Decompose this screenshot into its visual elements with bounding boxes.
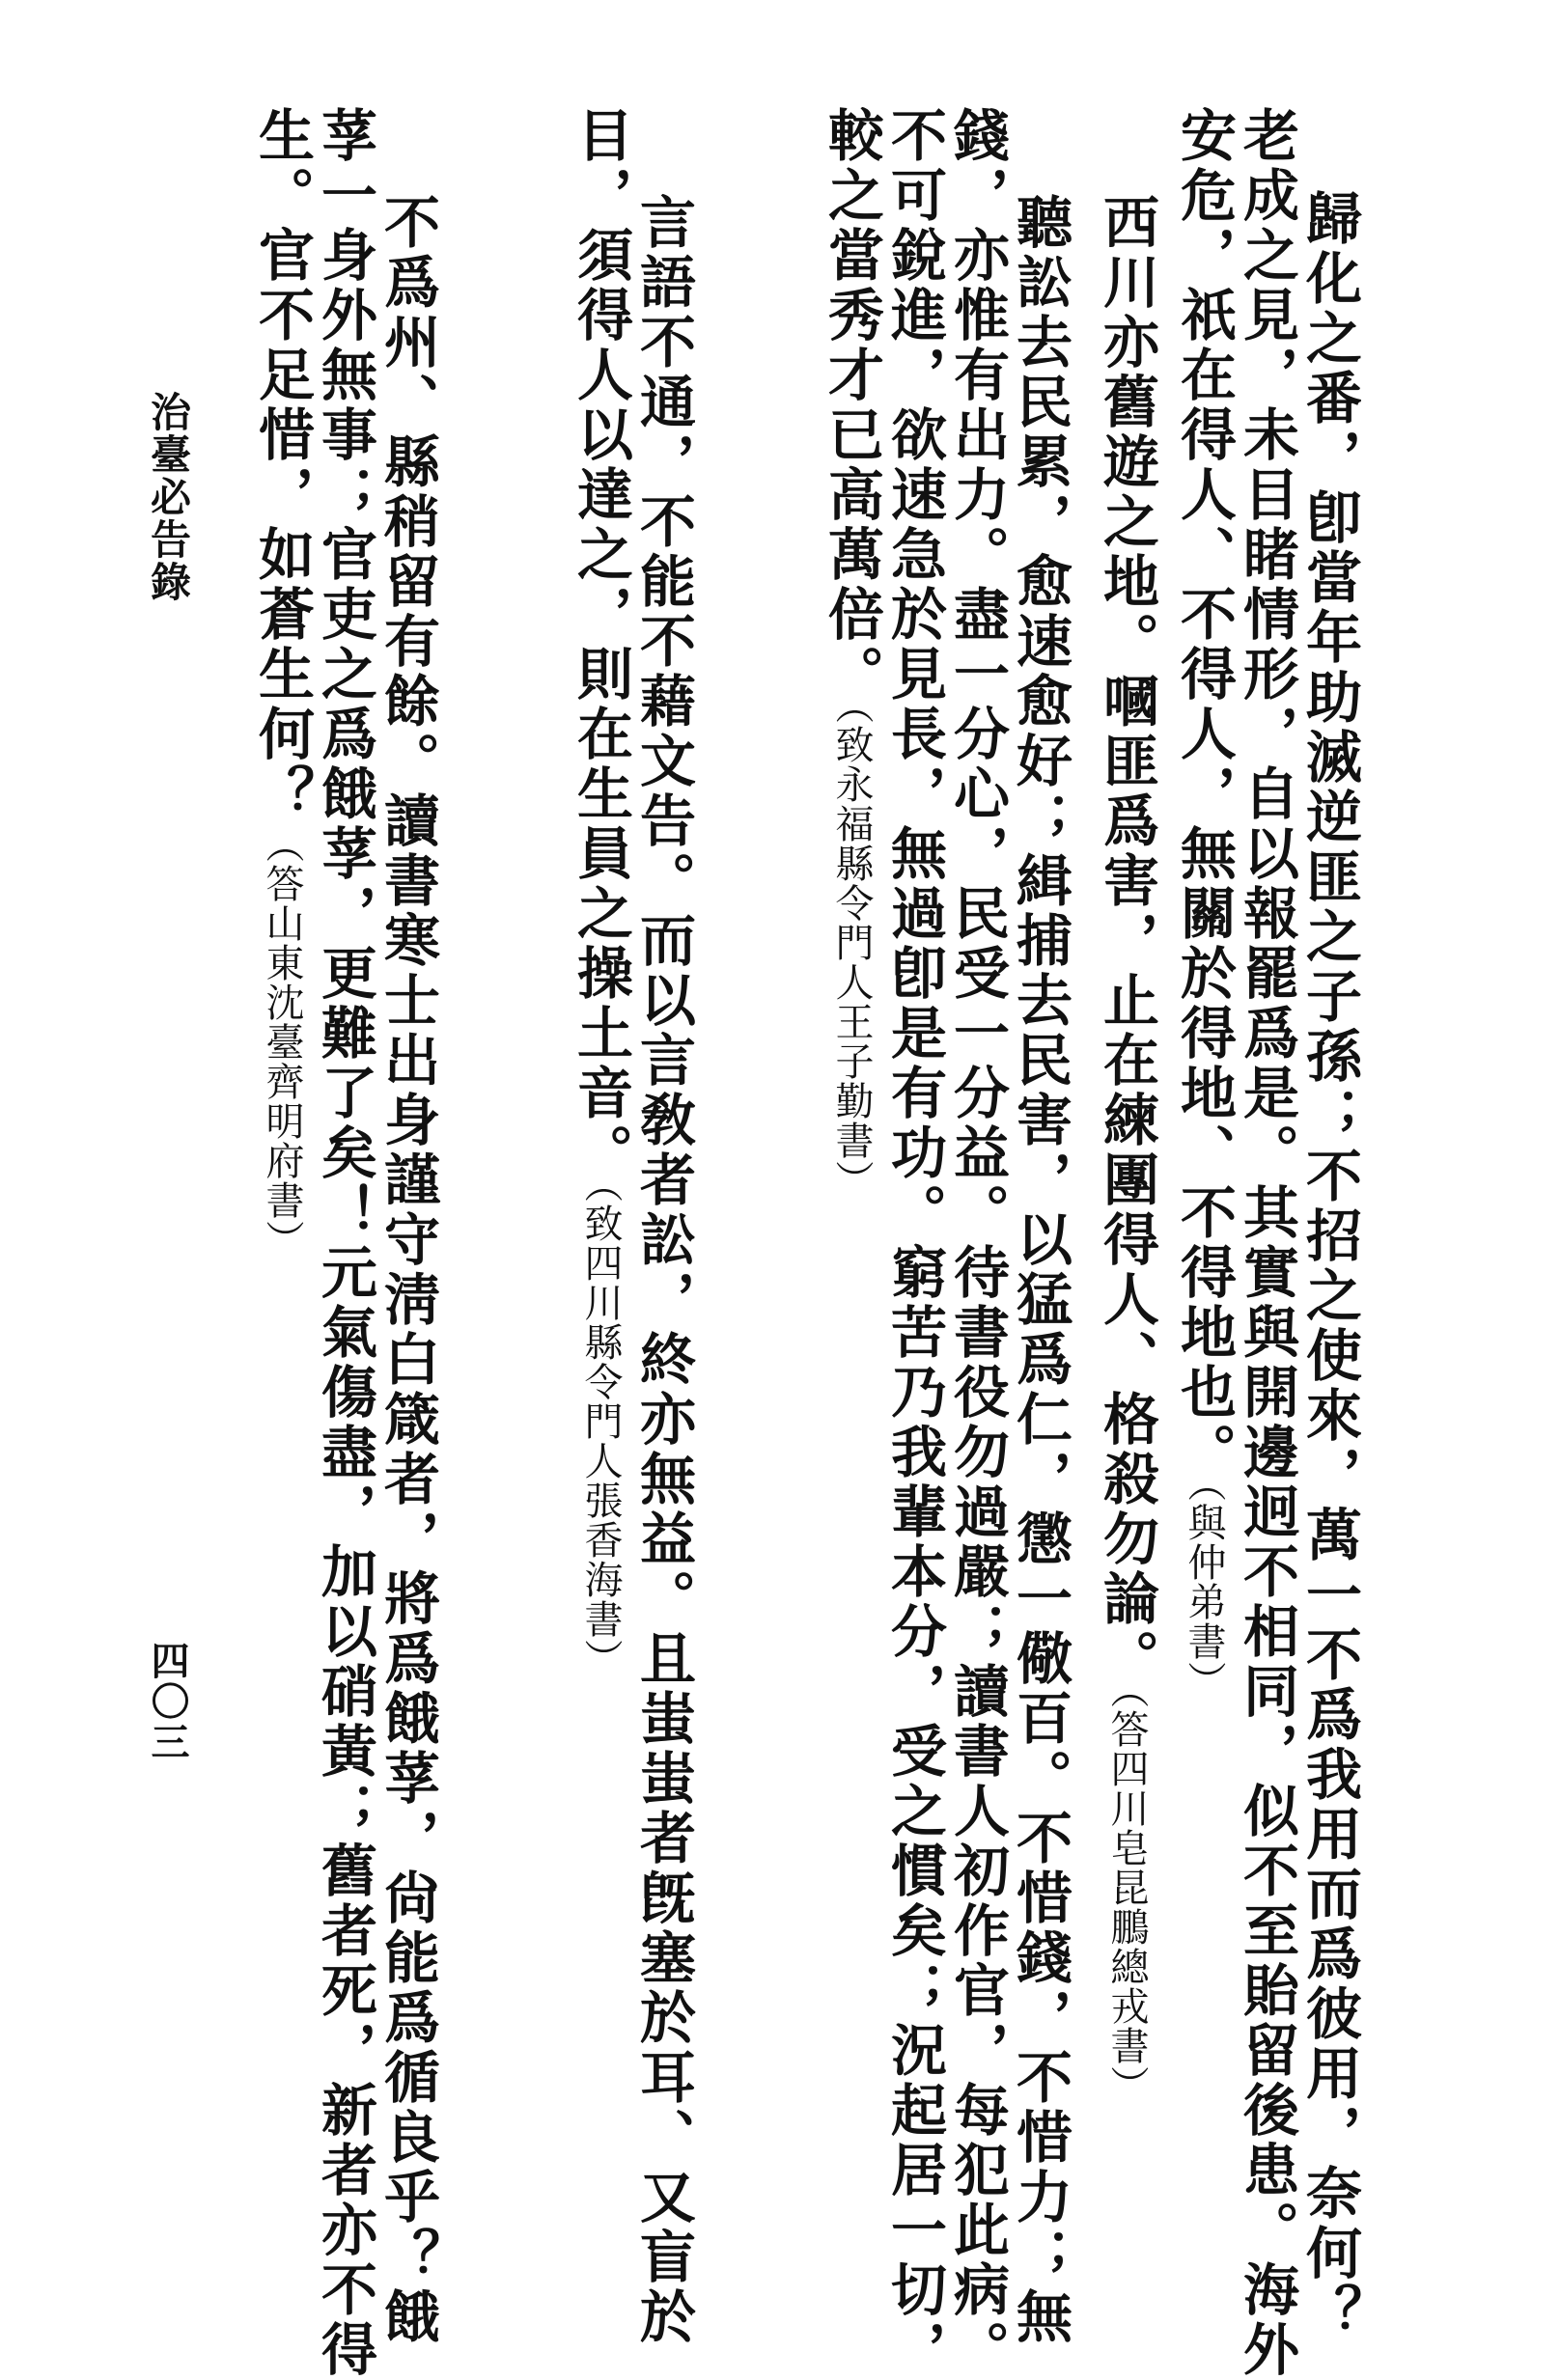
text-column	[1094, 193, 1159, 2105]
source-note: （與仲弟書）	[1182, 1482, 1226, 1701]
text-column	[630, 193, 696, 2347]
running-title: 治臺必告錄	[145, 391, 192, 603]
column-text: 安危，祇在得人、不得人，無關於得地、不得地也。	[1171, 106, 1237, 1482]
column-text: 莩一身外無事；官吏之爲餓莩，更難了矣！元氣傷盡，加以硝黃；舊者死，新者亦不得	[312, 106, 377, 2380]
source-note: （答山東沈臺齊明府書）	[260, 824, 304, 1259]
text-column	[944, 106, 1010, 2380]
column-text: 不爲州、縣稍留有餘。讀書寒士出身謹守淸白箴者，將爲餓莩，尙能爲循良乎？餓	[375, 193, 440, 2347]
text-column	[1171, 106, 1237, 1701]
text-column	[312, 106, 377, 2380]
text-column	[1234, 106, 1299, 2380]
column-text: 言語不通，不能不藉文告。而以言敎者訟，終亦無益。且蚩蚩者旣塞於耳、又盲於	[630, 193, 696, 2347]
text-column	[249, 106, 315, 1259]
column-text: 西川亦舊遊之地。嘓匪爲害，止在練團得人、格殺勿論。	[1094, 193, 1159, 1689]
column-text: 生。官不足惜，如蒼生何？	[249, 106, 315, 824]
source-note: （答四川皂昆鵬總戎書）	[1104, 1689, 1149, 2105]
text-column	[1007, 193, 1072, 2347]
column-text: 歸化之番，卽當年助滅逆匪之子孫；不招之使來，萬一不爲我用而爲彼用，奈何？	[1296, 189, 1362, 2343]
column-text: 聽訟去民累，愈速愈好；緝捕去民害，以猛爲仁，懲一儆百。不惜錢，不惜力；無	[1007, 193, 1072, 2347]
column-text: 不可銳進，欲速急於見長，無過卽是有功。窮苦乃我輩本分，受之慣矣；況起居一切，	[881, 106, 947, 2380]
text-column	[819, 106, 884, 1200]
text-column	[568, 106, 633, 1678]
text-column	[1296, 189, 1362, 2343]
source-note: （致四川縣令門人張香海書）	[578, 1183, 623, 1678]
text-column	[881, 106, 947, 2380]
source-note: （致永福縣令門人王子勤書）	[829, 705, 874, 1200]
column-text: 較之當秀才已高萬倍。	[819, 106, 884, 705]
column-text: 目，須得人以達之，則在生員之操土音。	[568, 106, 633, 1183]
column-text: 老成之見，未目睹情形，自以報罷爲是。其實與開邊迥不相同，似不至貽留後患。海外	[1234, 106, 1299, 2380]
page-number: 四〇三	[145, 1641, 190, 1762]
column-text: 錢，亦惟有出力。盡一分心，民受一分益。待書役勿過嚴；讀書人初作官，每犯此病。	[944, 106, 1010, 2380]
text-column	[375, 193, 440, 2347]
